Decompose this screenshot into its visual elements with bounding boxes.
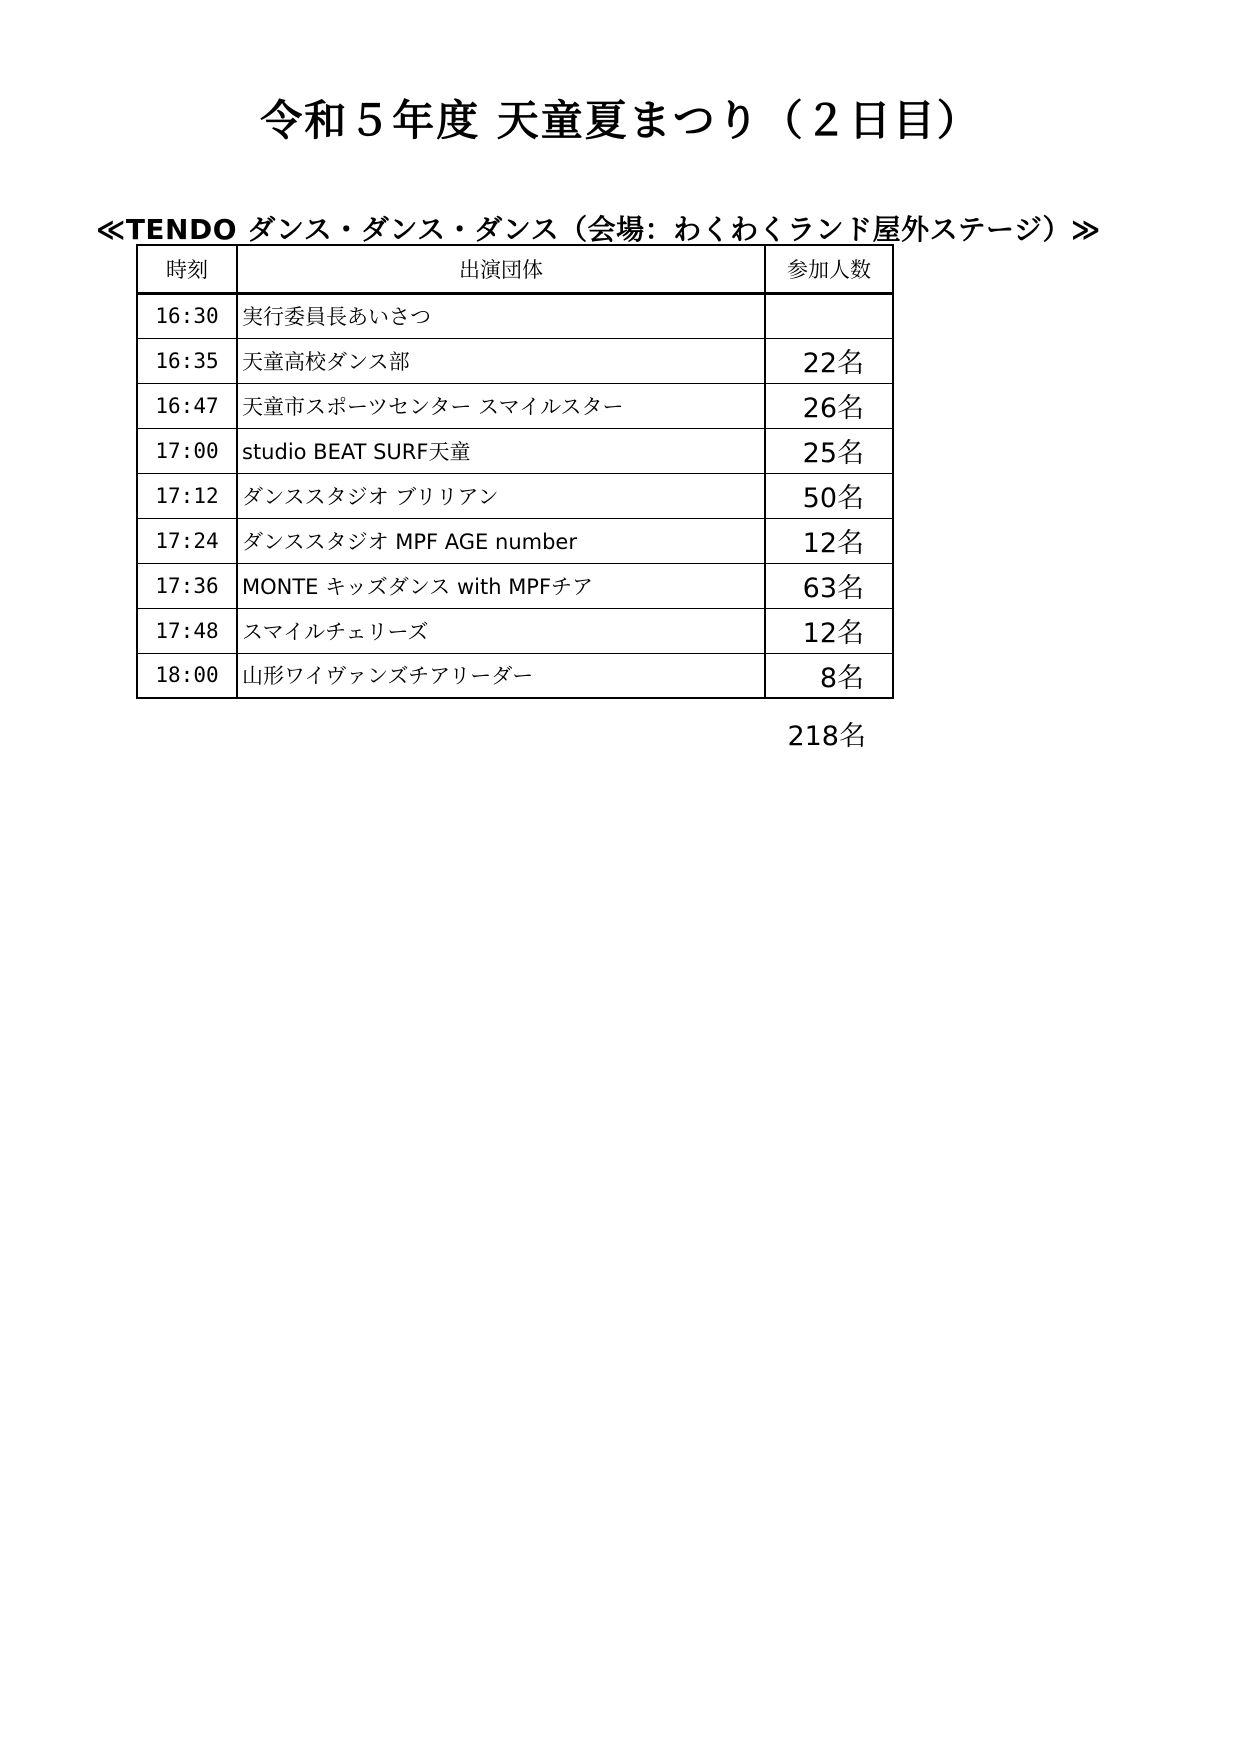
row-time: 18:00 bbox=[137, 653, 237, 698]
row-count: 25名 bbox=[765, 428, 893, 473]
table-row bbox=[137, 653, 893, 698]
header-count: 参加人数 bbox=[765, 245, 893, 293]
header-group: 出演団体 bbox=[237, 245, 765, 293]
row-group: studio BEAT SURF天童 bbox=[237, 428, 765, 473]
row-count: 63名 bbox=[765, 563, 893, 608]
row-count: 8名 bbox=[765, 653, 893, 698]
row-time: 17:24 bbox=[137, 518, 237, 563]
table-row bbox=[137, 293, 893, 338]
participant-total: 218名 bbox=[787, 721, 866, 752]
row-count bbox=[765, 293, 893, 338]
row-time: 17:36 bbox=[137, 563, 237, 608]
row-time: 17:12 bbox=[137, 473, 237, 518]
row-group: 山形ワイヴァンズチアリーダー bbox=[237, 653, 765, 698]
row-time: 16:47 bbox=[137, 383, 237, 428]
row-count: 22名 bbox=[765, 338, 893, 383]
row-count: 26名 bbox=[765, 383, 893, 428]
row-count: 12名 bbox=[765, 518, 893, 563]
row-group: ダンススタジオ MPF AGE number bbox=[237, 518, 765, 563]
row-count: 12名 bbox=[765, 608, 893, 653]
row-group: MONTE キッズダンス with MPFチア bbox=[237, 563, 765, 608]
row-time: 16:35 bbox=[137, 338, 237, 383]
row-count: 50名 bbox=[765, 473, 893, 518]
table-row bbox=[137, 428, 893, 473]
row-group: 天童高校ダンス部 bbox=[237, 338, 765, 383]
page-title: 令和５年度 天童夏まつり（２日目） bbox=[260, 96, 981, 145]
header-time: 時刻 bbox=[137, 245, 237, 293]
event-subtitle: ≪TENDO ダンス・ダンス・ダンス（会場：わくわくランド屋外ステージ）≫ bbox=[96, 213, 1101, 246]
table-row bbox=[137, 338, 893, 383]
table-row bbox=[137, 608, 893, 653]
row-group: 実行委員長あいさつ bbox=[237, 293, 765, 338]
table-row bbox=[137, 383, 893, 428]
row-time: 17:00 bbox=[137, 428, 237, 473]
table-row bbox=[137, 518, 893, 563]
row-group: 天童市スポーツセンター スマイルスター bbox=[237, 383, 765, 428]
table-row bbox=[137, 563, 893, 608]
row-time: 17:48 bbox=[137, 608, 237, 653]
row-group: ダンススタジオ ブリリアン bbox=[237, 473, 765, 518]
schedule-table bbox=[136, 244, 894, 699]
table-header-row bbox=[137, 245, 893, 293]
row-group: スマイルチェリーズ bbox=[237, 608, 765, 653]
row-time: 16:30 bbox=[137, 293, 237, 338]
table-row bbox=[137, 473, 893, 518]
